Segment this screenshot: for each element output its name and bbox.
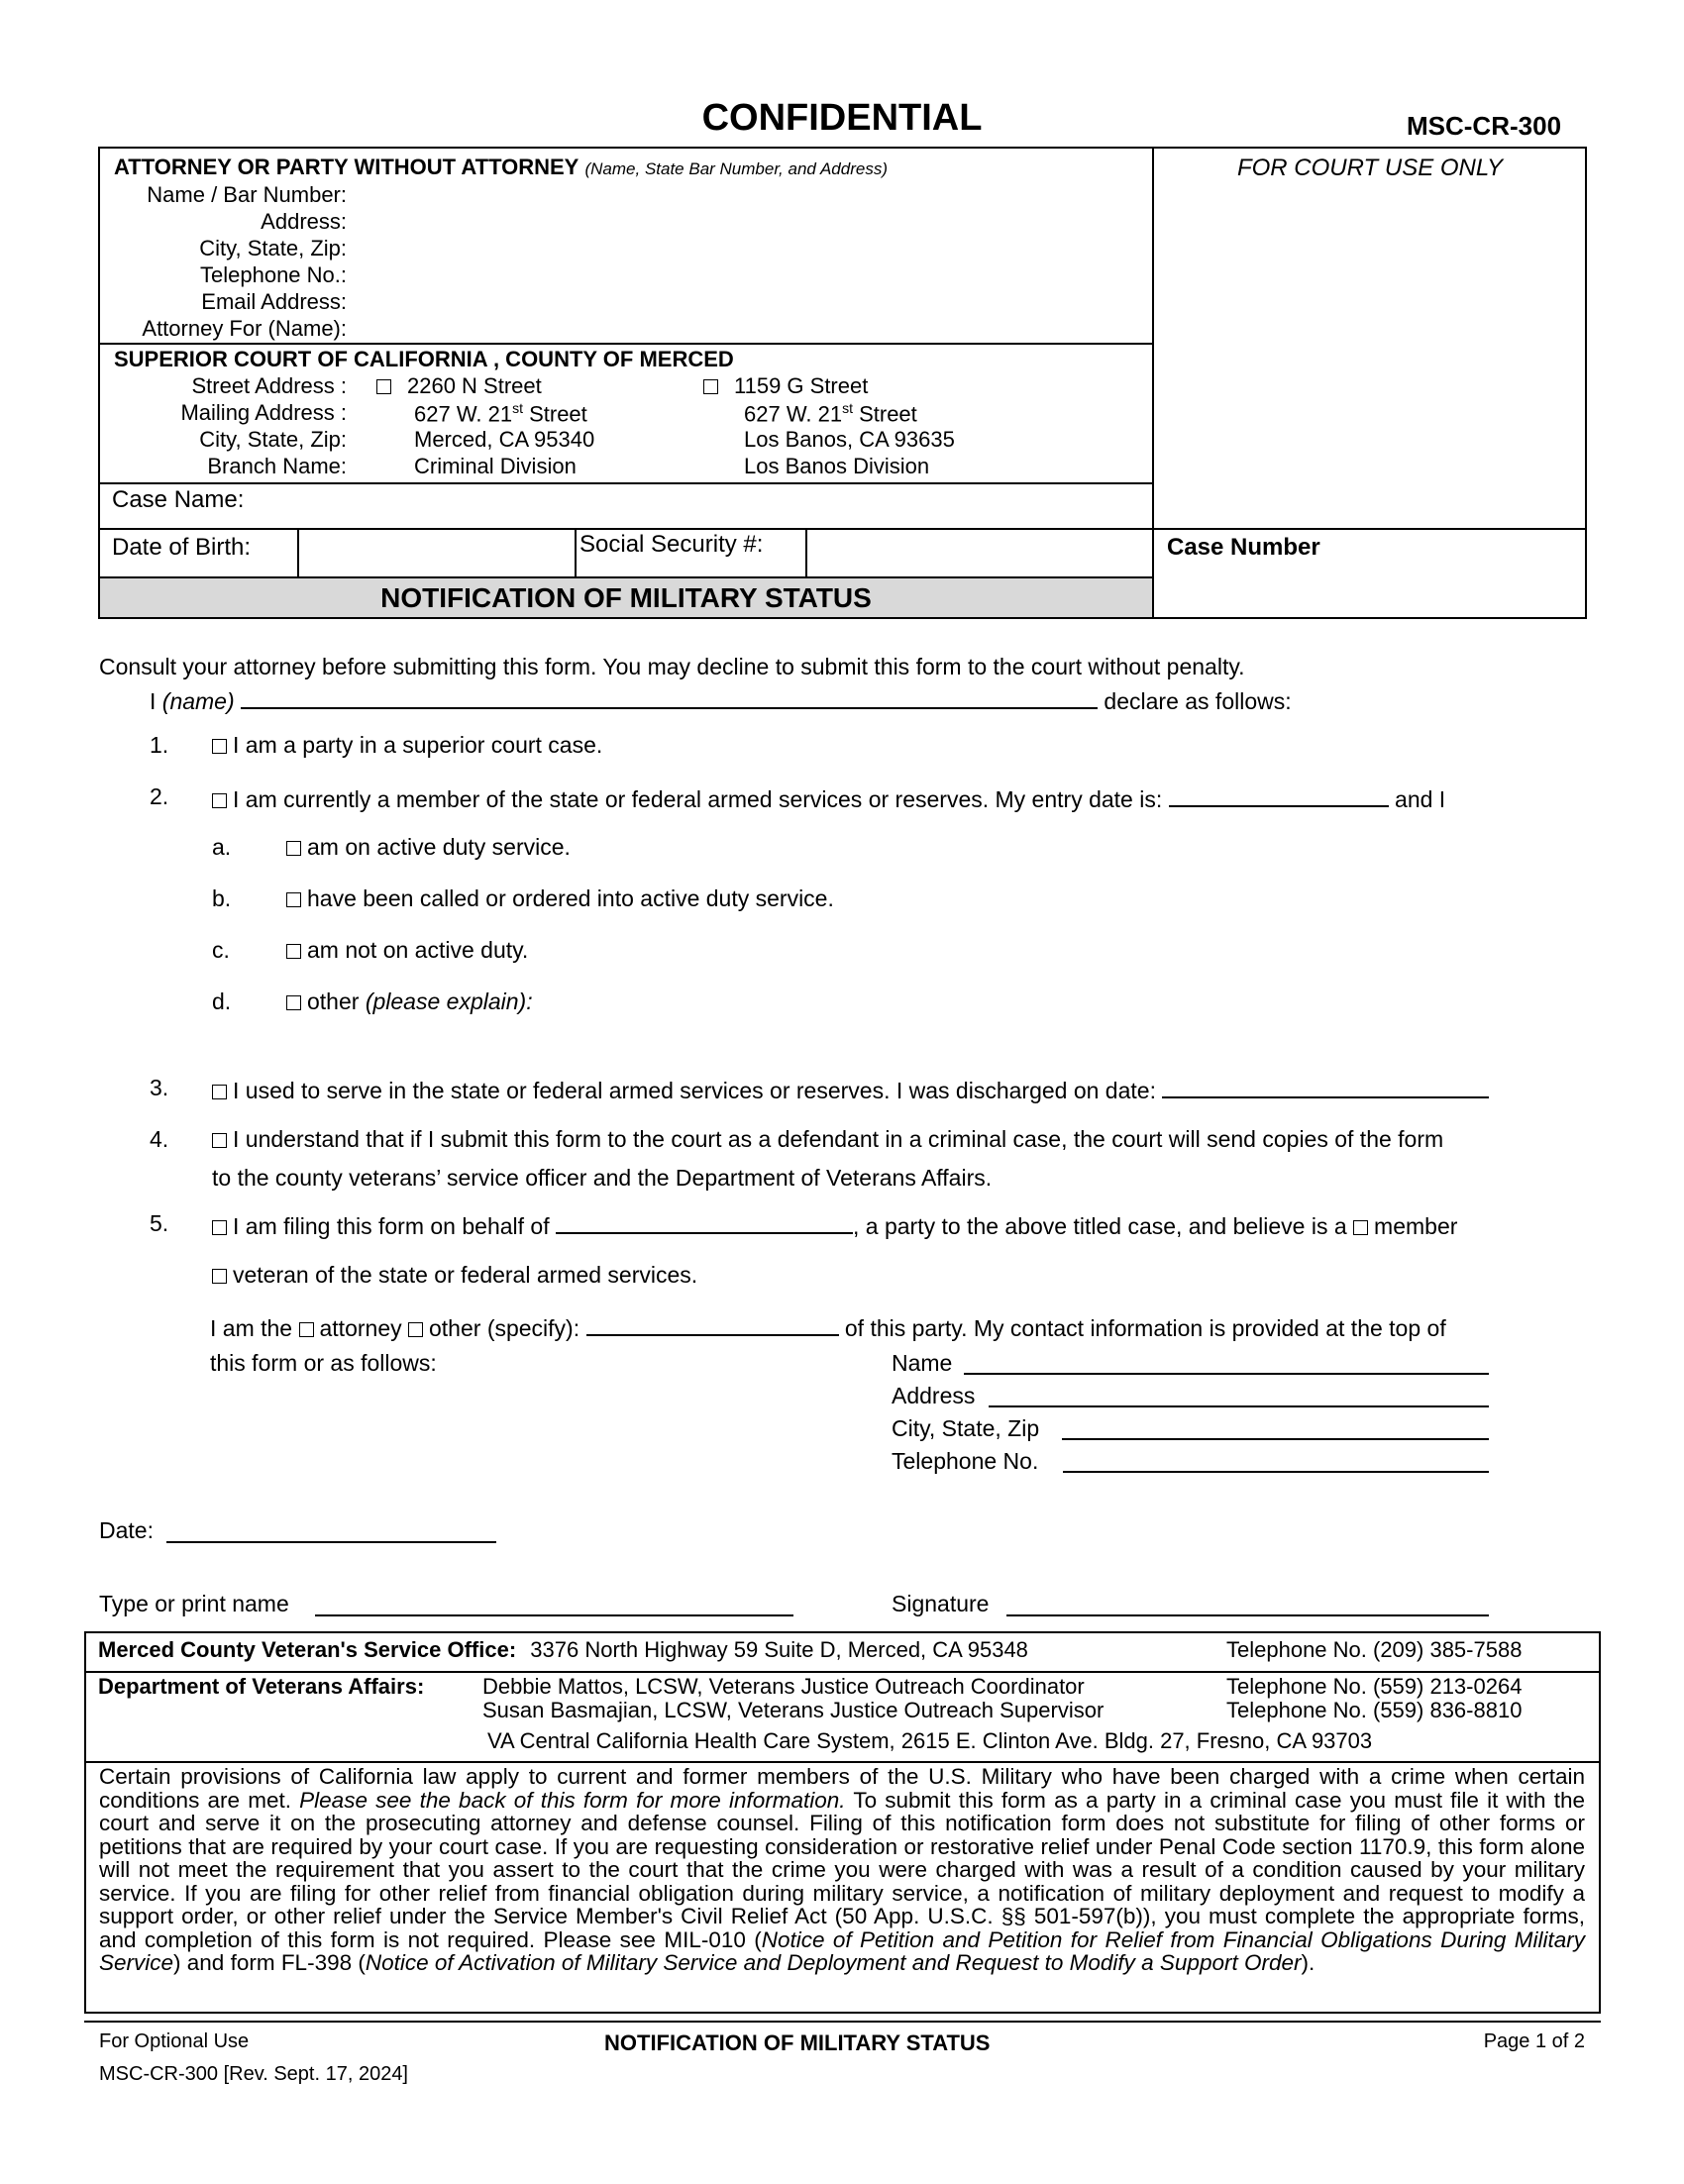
label-city: City, State, Zip: [199, 427, 347, 452]
dva-label: Department of Veterans Affairs: [98, 1674, 425, 1699]
case-number-label: Case Number [1167, 534, 1320, 561]
discharge-date-field[interactable] [1162, 1075, 1489, 1098]
item-4[interactable]: I understand that if I submit this form to the court as a defendant in a criminal case, the court will send copies of the form [212, 1126, 1443, 1153]
item-2c-checkbox[interactable] [286, 944, 301, 959]
los-banos-checkbox[interactable] [703, 379, 718, 394]
court-heading: SUPERIOR COURT OF CALIFORNIA , COUNTY OF MERCED [114, 347, 734, 371]
print-name-label: Type or print name [99, 1591, 289, 1616]
behalf-of-field[interactable] [556, 1210, 853, 1234]
notice-paragraph: Certain provisions of California law apply to current and former members of the U.S. Military who have been charged with a crime when certain conditions are met. Please see the back of this form for more information. To submit this form as a party in a criminal case you must file it with the court and serve it on the prosecuting attorney and defense counsel. Filing of this notification form does not substitute for filing of other forms or petitions that are required by your court case. If you are requesting consideration or restorative relief under Penal Code section 1170.9, this form alone will not meet the requirement that you assert to the court that the crime you were charged with was a result of a condition caused by your military service. If you are filing for other relief from financial obligation during military service, a notification of military deployment and request to modify a support order, or other relief under the Service Member's Civil Relief Act (50 App. U.S.C. §§ 501-597(b)), you must complete the appropriate forms, and completion of this form is not required. Please see MIL-010 (Notice of Petition and Petition for Relief from Financial Obligations During Military Service) and form FL-398 (Notice of Activation of Military Service and Deployment and Request to Modify a Support Order). [99, 1764, 1585, 1975]
merced-option[interactable]: 2260 N Street [376, 373, 542, 399]
form-number: MSC-CR-300 [1407, 111, 1562, 141]
item-5-checkbox[interactable] [212, 1220, 227, 1235]
label-street: Street Address : [191, 373, 347, 398]
field-name-bar: Name / Bar Number: [147, 182, 347, 207]
cvso-line: Merced County Veteran's Service Office: 3376 North Highway 59 Suite D, Merced, CA 95348 [98, 1637, 1028, 1662]
los-banos-option[interactable]: 1159 G Street [703, 373, 868, 399]
cvso-phone: Telephone No. (209) 385-7588 [1226, 1637, 1523, 1662]
field-city-state-zip: City, State, Zip: [199, 236, 347, 260]
attorney-heading: ATTORNEY OR PARTY WITHOUT ATTORNEY (Name, State Bar Number, and Address) [114, 155, 888, 179]
print-name-field[interactable] [315, 1614, 793, 1616]
caption-divider [1152, 147, 1154, 619]
other-checkbox[interactable] [408, 1322, 423, 1337]
footer-rule [84, 2021, 1601, 2023]
item-2c[interactable]: am not on active duty. [286, 937, 528, 964]
entry-date-field[interactable] [1169, 783, 1389, 807]
court-use-only: FOR COURT USE ONLY [1236, 155, 1504, 181]
item-1[interactable]: I am a party in a superior court case. [212, 732, 602, 759]
form-title: NOTIFICATION OF MILITARY STATUS [380, 582, 872, 613]
signature-field[interactable] [1006, 1614, 1489, 1616]
label-mailing: Mailing Address : [180, 400, 347, 425]
signature-label: Signature [892, 1591, 990, 1616]
ssn-label: Social Security #: [579, 531, 764, 558]
dob-label: Date of Birth: [112, 534, 252, 561]
item-4-checkbox[interactable] [212, 1133, 227, 1148]
item-1-checkbox[interactable] [212, 739, 227, 754]
dob-field[interactable] [302, 532, 570, 573]
field-telephone: Telephone No.: [200, 262, 347, 287]
field-attorney-for: Attorney For (Name): [142, 316, 347, 341]
item-2b-checkbox[interactable] [286, 892, 301, 907]
attorney-checkbox[interactable] [299, 1322, 314, 1337]
contact-address-field[interactable] [989, 1405, 1489, 1407]
item-2b[interactable]: have been called or ordered into active duty service. [286, 885, 834, 912]
other-specify-field[interactable] [586, 1312, 839, 1336]
member-checkbox[interactable] [1353, 1220, 1368, 1235]
item-2a-checkbox[interactable] [286, 841, 301, 856]
footer-form-rev: MSC-CR-300 [Rev. Sept. 17, 2024] [99, 2063, 408, 2085]
item-2-checkbox[interactable] [212, 793, 227, 808]
footer-title: NOTIFICATION OF MILITARY STATUS [604, 2030, 991, 2055]
field-address: Address: [261, 209, 347, 234]
footer-page-number: Page 1 of 2 [1483, 2030, 1585, 2052]
veteran-option[interactable]: veteran of the state or federal armed services. [212, 1262, 697, 1289]
contact-phone-field[interactable] [1063, 1471, 1489, 1473]
item-2a[interactable]: am on active duty service. [286, 834, 571, 861]
footer-optional-use: For Optional Use [99, 2030, 250, 2052]
item-2d[interactable]: other (please explain): [286, 988, 533, 1015]
filer-role-line: I am the attorney other (specify): of this party. My contact information is provided at the top of [210, 1312, 1446, 1342]
ssn-field[interactable] [810, 532, 1149, 573]
merced-checkbox[interactable] [376, 379, 391, 394]
intro-text: Consult your attorney before submitting this form. You may decline to submit this form to the court without penalty. [99, 654, 1245, 679]
contact-city-field[interactable] [1062, 1438, 1489, 1440]
declare-line: I (name) declare as follows: [150, 685, 1292, 715]
confidential-title: CONFIDENTIAL [701, 97, 983, 139]
date-label: Date: [99, 1517, 154, 1543]
date-field[interactable] [166, 1541, 496, 1543]
item-2d-checkbox[interactable] [286, 995, 301, 1010]
contact-name-field[interactable] [964, 1373, 1489, 1375]
case-name-label: Case Name: [112, 486, 245, 513]
declarant-name-field[interactable] [241, 685, 1098, 709]
veteran-checkbox[interactable] [212, 1269, 227, 1284]
item-3[interactable]: I used to serve in the state or federal armed services or reserves. I was discharged on date: [212, 1075, 1489, 1104]
item-5[interactable]: I am filing this form on behalf of , a party to the above titled case, and believe is a member [212, 1210, 1457, 1240]
label-branch: Branch Name: [207, 454, 347, 478]
field-email: Email Address: [201, 289, 347, 314]
item-3-checkbox[interactable] [212, 1085, 227, 1099]
item-2[interactable]: I am currently a member of the state or federal armed services or reserves. My entry date is: and I [212, 783, 1445, 813]
